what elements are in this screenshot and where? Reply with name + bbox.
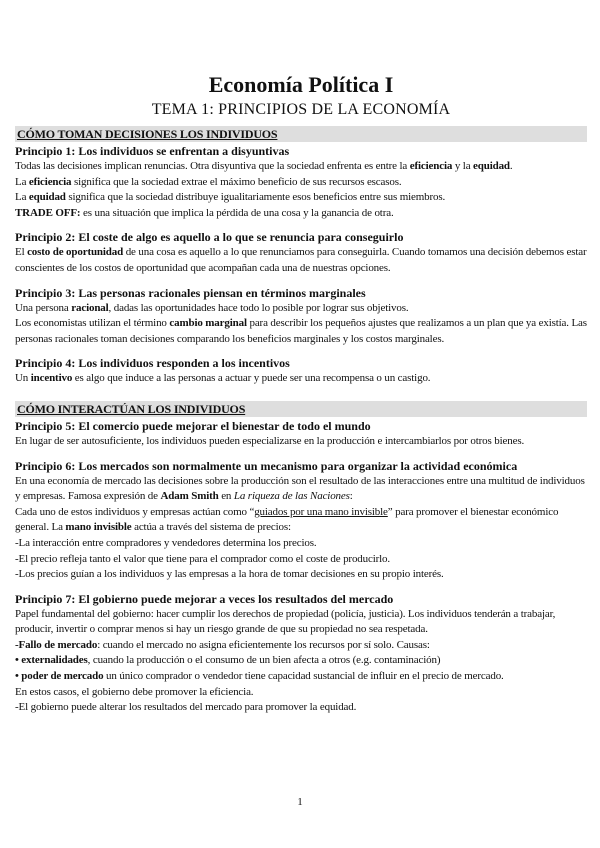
principle-7-line-3: • externalidades, cuando la producción o el consumo de un bien afecta a otros (e.g. contaminación): [15, 654, 441, 667]
principle-5-text: En lugar de ser autosuficiente, los individuos pueden especializarse en la producción e intercambiarlos por otros bienes.: [15, 434, 525, 447]
principle-7: [15, 592, 587, 716]
principle-7-line-5: En estos casos, el gobierno debe promover la eficiencia.: [15, 685, 254, 698]
principle-1-line-3: La equidad significa que la sociedad distribuye igualitariamente esos beneficios entre sus miembros.: [15, 191, 446, 204]
principle-6: [15, 459, 587, 583]
principle-3-line-1: Una persona racional, dadas las oportunidades hace todo lo posible por lograr sus objetivos.: [15, 301, 409, 314]
principle-7-line-1: Papel fundamental del gobierno: hacer cumplir los derechos de propiedad (policía, justicia). Los individuos tenderán a trabajar, producir, invertir o comprar menos si hay un riesgo grande de que su propiedad no sea respetada.: [15, 607, 556, 636]
principle-4-title: Principio 4: Los individuos responden a los incentivos: [15, 356, 290, 371]
principle-7-line-6: -El gobierno puede alterar los resultados del mercado para promover la equidad.: [15, 701, 357, 714]
principle-6-title: Principio 6: Los mercados son normalmente un mecanismo para organizar la actividad económica: [15, 458, 518, 473]
principle-2: [15, 230, 587, 276]
principle-6-line-1: En una economía de mercado las decisiones sobre la producción son el resultado de las interacciones entre una multitud de individuos y empresas. Famosa expresión de Adam Smith en La riqueza de las Naciones:: [15, 474, 585, 503]
principle-2-title: Principio 2: El coste de algo es aquello a lo que se renuncia para conseguirlo: [15, 230, 404, 245]
section-heading-interactuan: CÓMO INTERACTÚAN LOS INDIVIDUOS: [15, 401, 587, 417]
principle-3-line-2: Los economistas utilizan el término cambio marginal para describir los pequeños ajustes que realizamos a un plan que ya existía. Las personas racionales toman decisiones comparando los beneficios marginales y los costos marginales.: [15, 317, 587, 345]
page-number: 1: [297, 796, 303, 808]
document-subtitle: TEMA 1: PRINCIPIOS DE LA ECONOMÍA: [151, 101, 451, 118]
principle-3-title: Principio 3: Las personas racionales piensan en términos marginales: [15, 285, 366, 300]
principle-6-line-2: Cada uno de estos individuos y empresas actúan como “guiados por una mano invisible” para promover el bienestar económico general. La mano invisible actúa a través del sistema de precios:: [15, 505, 559, 534]
principle-2-text: El costo de oportunidad de una cosa es aquello a lo que renunciamos para conseguirla. Cuando tomamos una decisión debemos estar conscientes de los costos de oportunidad que acompañan cada una de nuestras opciones.: [15, 246, 587, 274]
document-page: [15, 72, 587, 716]
section-heading-decisiones: CÓMO TOMAN DECISIONES LOS INDIVIDUOS: [15, 126, 587, 142]
principle-3: [15, 286, 587, 348]
principle-1: [15, 144, 587, 221]
principle-1-title: Principio 1: Los individuos se enfrentan a disyuntivas: [15, 144, 290, 158]
principle-6-bullet-1: -La interacción entre compradores y vendedores determina los precios.: [15, 536, 317, 549]
principle-5-title: Principio 5: El comercio puede mejorar el bienestar de todo el mundo: [15, 418, 371, 433]
principle-1-line-2: La eficiencia significa que la sociedad extrae el máximo beneficio de sus recursos escasos.: [15, 175, 402, 188]
principle-6-bullet-2: -El precio refleja tanto el valor que tiene para el comprador como el coste de producirlo.: [15, 552, 390, 565]
principle-1-line-4: TRADE OFF: es una situación que implica la pérdida de una cosa y la ganancia de otra.: [15, 206, 394, 219]
document-title: Economía Política I: [208, 72, 394, 97]
principle-5: [15, 419, 587, 450]
principle-1-line-1: Todas las decisiones implican renuncias. Otra disyuntiva que la sociedad enfrenta es entre la eficiencia y la equidad.: [15, 160, 513, 172]
principle-4: [15, 356, 587, 387]
principle-7-line-2: -Fallo de mercado: cuando el mercado no asigna eficientemente los recursos por sí solo. Causas:: [15, 638, 430, 651]
principle-7-line-4: • poder de mercado un único comprador o vendedor tiene capacidad sustancial de influir en el precio de mercado.: [15, 670, 504, 683]
principle-4-text: Un incentivo es algo que induce a las personas a actuar y puede ser una recompensa o un castigo.: [15, 372, 431, 385]
principle-7-title: Principio 7: El gobierno puede mejorar a veces los resultados del mercado: [15, 591, 394, 606]
principle-6-bullet-3: -Los precios guían a los individuos y las empresas a la hora de tomar decisiones en su propio interés.: [15, 568, 444, 581]
